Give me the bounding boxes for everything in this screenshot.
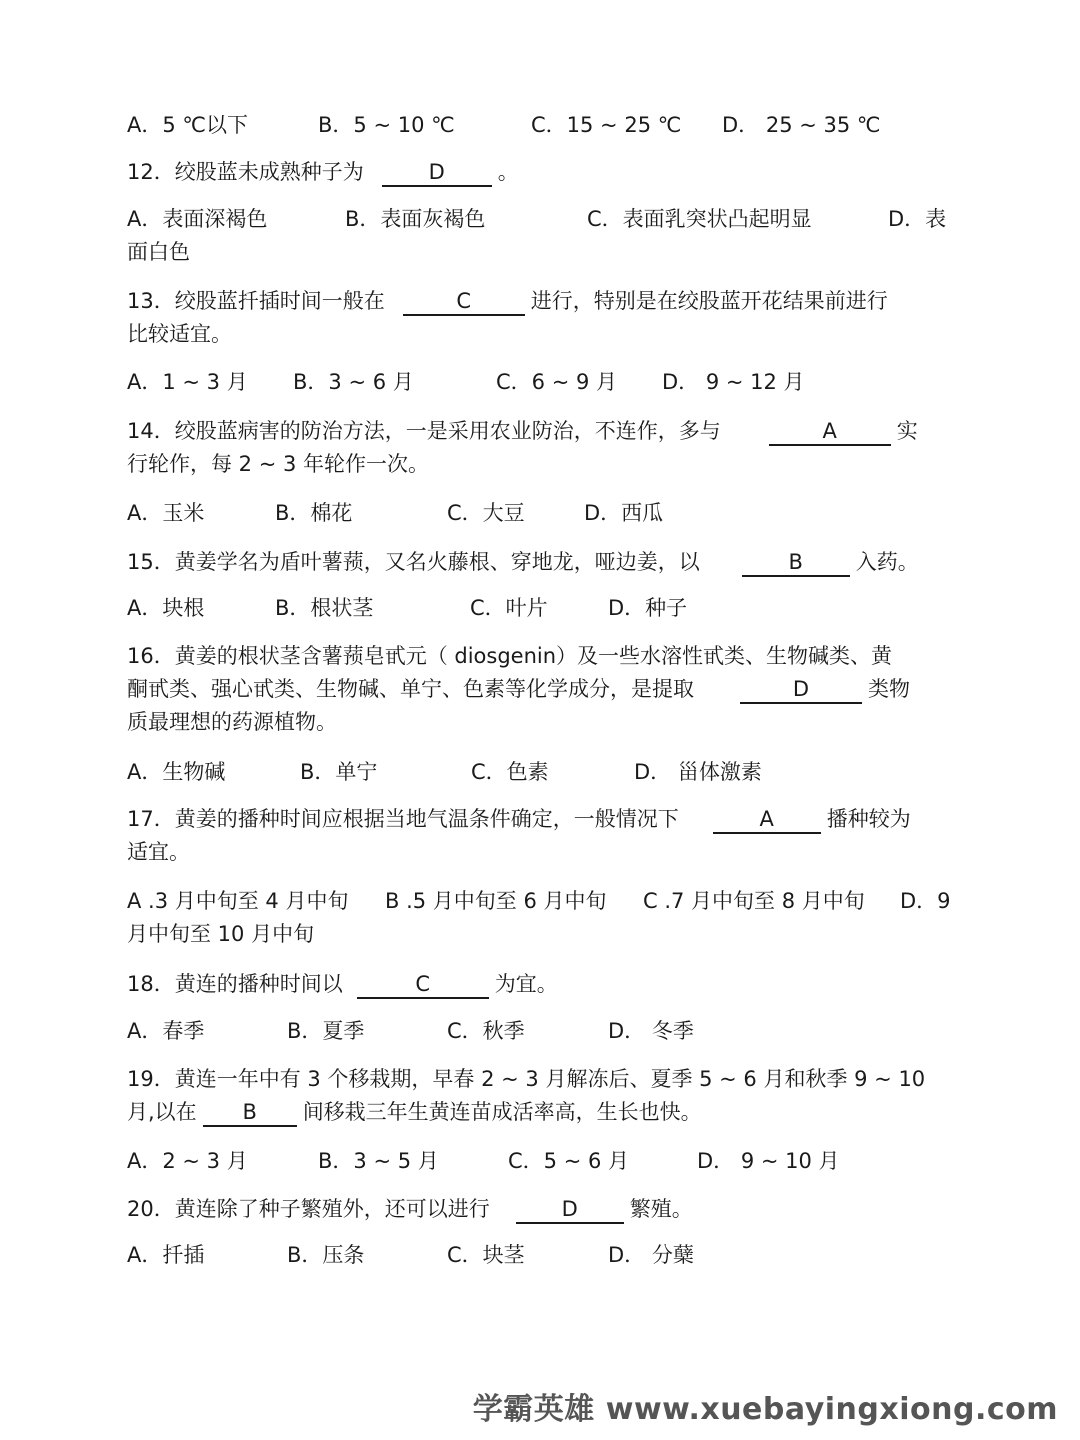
option-d: D．表 xyxy=(888,207,947,231)
option-b: B．表面灰褐色 xyxy=(345,207,486,231)
option-b: B．夏季 xyxy=(287,1019,365,1043)
option-c: C．5 ~ 6 月 xyxy=(508,1149,630,1173)
q16-stem: 酮甙类、强心甙类、生物碱、单宁、色素等化学成分，是提取 D 类物 xyxy=(127,673,957,705)
option-d: D．种子 xyxy=(608,596,688,620)
watermark: 学霸英雄 www.xuebayingxiong.com xyxy=(472,1392,1058,1427)
answer-blank: B xyxy=(203,1099,297,1127)
option-c: C．15 ~ 25 ℃ xyxy=(531,113,682,137)
option-c: C．块茎 xyxy=(447,1243,525,1267)
q19-stem: 月,以在 B 间移栽三年生黄连苗成活率高，生长也快。 xyxy=(127,1096,957,1128)
answer-blank: D xyxy=(382,159,492,187)
answer-blank: B xyxy=(742,549,850,577)
option-a: A．1 ~ 3 月 xyxy=(127,370,248,394)
option-c: C .7 月中旬至 8 月中旬 xyxy=(643,889,865,913)
q17-option-cont: 月中旬至 10 月中旬 xyxy=(127,922,315,946)
option-a: A．扦插 xyxy=(127,1243,205,1267)
option-b: B．压条 xyxy=(287,1243,365,1267)
q20-options xyxy=(127,1239,957,1271)
option-b: B．3 ~ 6 月 xyxy=(293,370,414,394)
option-b: B .5 月中旬至 6 月中旬 xyxy=(385,889,607,913)
answer-blank: C xyxy=(403,288,525,316)
q18-stem: 18．黄连的播种时间以 C 为宜。 xyxy=(127,968,957,1000)
q12-stem: 12．绞股蓝未成熟种子为 D 。 xyxy=(127,156,957,188)
q16-options xyxy=(127,756,957,788)
q15-options xyxy=(127,592,957,624)
option-a: A．表面深褐色 xyxy=(127,207,268,231)
q14-stem-cont: 行轮作，每 2 ~ 3 年轮作一次。 xyxy=(127,452,430,476)
q19-stem-line1: 19．黄连一年中有 3 个移栽期，早春 2 ~ 3 月解冻后、夏季 5 ~ 6 月和秋季 9 ~ 10 xyxy=(127,1067,926,1091)
option-d: D． 9 ~ 12 月 xyxy=(662,370,805,394)
option-b: B．根状茎 xyxy=(275,596,374,620)
option-a: A．5 ℃以下 xyxy=(127,113,248,137)
answer-blank: A xyxy=(769,418,891,446)
option-c: C．叶片 xyxy=(470,596,548,620)
option-d: D． 冬季 xyxy=(608,1019,694,1043)
option-d: D． 甾体激素 xyxy=(634,760,762,784)
option-b: B．3 ~ 5 月 xyxy=(318,1149,439,1173)
q17-stem: 17．黄姜的播种时间应根据当地气温条件确定，一般情况下 A 播种较为 xyxy=(127,803,957,835)
option-c: C．表面乳突状凸起明显 xyxy=(587,207,812,231)
option-d: D． 9 ~ 10 月 xyxy=(697,1149,840,1173)
option-a: A．块根 xyxy=(127,596,205,620)
option-c: C．大豆 xyxy=(447,501,525,525)
q13-stem-cont: 比较适宜。 xyxy=(127,322,232,346)
option-d: D． 25 ~ 35 ℃ xyxy=(722,113,881,137)
q17-options xyxy=(127,885,957,917)
option-c: C．秋季 xyxy=(447,1019,525,1043)
q12-option-cont: 面白色 xyxy=(127,240,190,264)
q13-options xyxy=(127,366,957,398)
option-a: A．2 ~ 3 月 xyxy=(127,1149,248,1173)
q17-stem-cont: 适宜。 xyxy=(127,840,190,864)
q12-options xyxy=(127,203,957,235)
option-d: D．西瓜 xyxy=(584,501,664,525)
q13-stem: 13．绞股蓝扦插时间一般在 C 进行，特别是在绞股蓝开花结果前进行 xyxy=(127,285,957,317)
option-d: D． 分蘖 xyxy=(608,1243,694,1267)
option-a: A．春季 xyxy=(127,1019,205,1043)
option-a: A．生物碱 xyxy=(127,760,226,784)
option-a: A .3 月中旬至 4 月中旬 xyxy=(127,889,349,913)
q20-stem: 20．黄连除了种子繁殖外，还可以进行 D 繁殖。 xyxy=(127,1193,957,1225)
option-b: B．棉花 xyxy=(275,501,353,525)
option-a: A．玉米 xyxy=(127,501,205,525)
q18-options xyxy=(127,1015,957,1047)
option-c: C．色素 xyxy=(471,760,549,784)
option-b: B．5 ~ 10 ℃ xyxy=(318,113,455,137)
answer-blank: D xyxy=(516,1196,624,1224)
q14-options xyxy=(127,497,957,529)
q16-stem-line1: 16．黄姜的根状茎含薯蓣皂甙元（ diosgenin）及一些水溶性甙类、生物碱类、黄 xyxy=(127,644,893,668)
option-b: B．单宁 xyxy=(300,760,378,784)
answer-blank: A xyxy=(713,806,821,834)
q19-options xyxy=(127,1145,957,1177)
q15-stem: 15．黄姜学名为盾叶薯蓣，又名火藤根、穿地龙，哑边姜，以 B 入药。 xyxy=(127,546,957,578)
option-c: C．6 ~ 9 月 xyxy=(496,370,618,394)
q11-options xyxy=(127,109,957,141)
q14-stem: 14．绞股蓝病害的防治方法，一是采用农业防治，不连作，多与 A 实 xyxy=(127,415,957,447)
answer-blank: D xyxy=(740,676,862,704)
option-d: D．9 xyxy=(900,889,951,913)
answer-blank: C xyxy=(357,971,489,999)
q16-stem-cont: 质最理想的药源植物。 xyxy=(127,710,337,734)
